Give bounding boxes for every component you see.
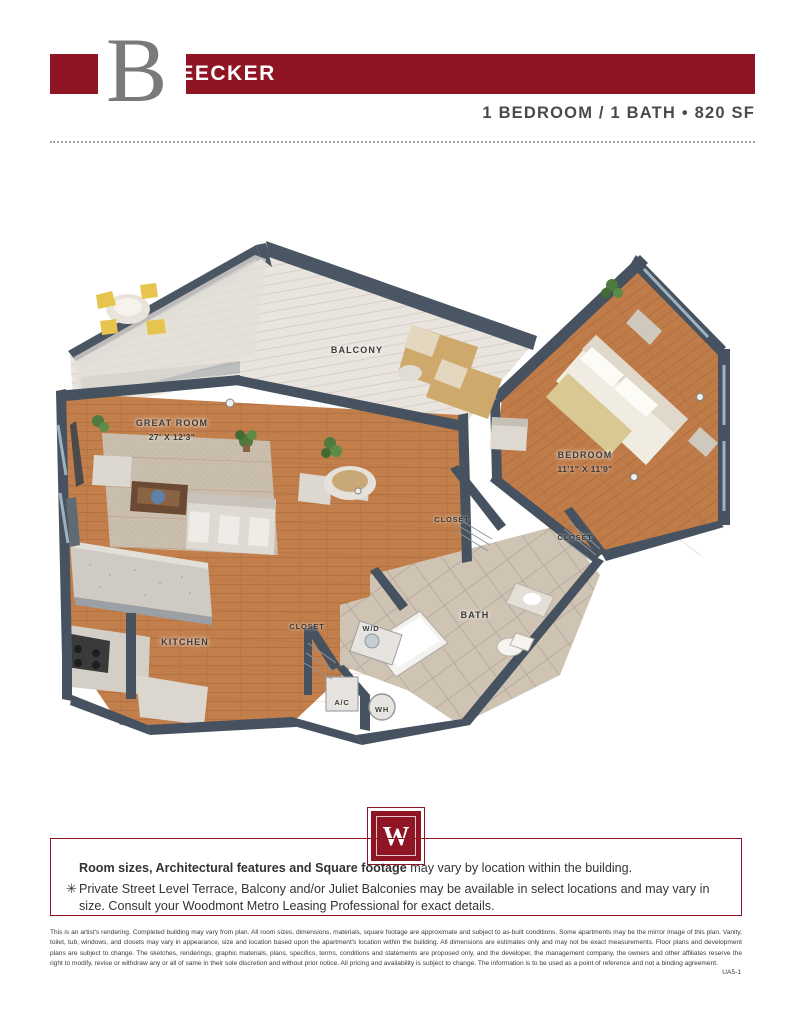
logo-letter: W: [382, 820, 410, 851]
room-label-great-room: GREAT ROOM: [135, 418, 209, 428]
room-label-kitchen: KITCHEN: [161, 637, 209, 647]
unit-name: LEECKER: [165, 62, 276, 85]
unit-letter: B: [106, 19, 167, 121]
plan-code: UA5-1: [722, 969, 741, 976]
room-dim-great-room: 27' X 12'3": [148, 432, 196, 442]
disclaimer-line-1-rest: may vary by location within the building.: [406, 861, 633, 875]
asterisk-marker: ✳: [66, 881, 77, 896]
room-label-ac: A/C: [334, 698, 350, 707]
disclaimer-line-1: [79, 861, 632, 875]
disclaimer-bold-lead: Room sizes, Architectural features and Square footage: [79, 861, 407, 875]
room-label-bath: BATH: [460, 610, 490, 620]
legal-fineprint: This is an artist's rendering. Completed building may vary from plan. All room sizes, dimensions, materials, square footage are approximate and subject to as-built conditions. Some apartments may be the mirror image of this plan. Vanity, toilet, tub, windows, and closets may vary in appearance, size and location based upon the apartment's location within the building. All dimensions are estimates only and may not be exact measurements. Floor plans and development plans are subject to change. The sketches, renderings, graphic materials, plans, specifics, terms, conditions and statements are proposed only, and the developer, the management company, the owners and other affiliates reserve the right to modify, revise or withdraw any or all of same in their sole discretion and without prior notice. All pricing and availability is subject to change. The information is to be used as a point of reference and not a binding agreement.: [50, 929, 742, 968]
room-label-closet-bedroom: CLOSET: [557, 533, 593, 542]
room-label-water-heater: WH: [374, 705, 390, 714]
header-divider: [50, 141, 755, 143]
room-label-balcony: BALCONY: [330, 345, 384, 355]
unit-specs: 1 BEDROOM / 1 BATH • 820 SF: [482, 104, 755, 122]
room-label-washer-dryer: W/D: [362, 624, 380, 633]
room-label-bedroom: BEDROOM: [557, 450, 613, 460]
room-label-closet-mid: CLOSET: [434, 515, 470, 524]
room-dim-bedroom: 11'1" X 11'9": [557, 464, 613, 474]
floorplan-image: [40, 225, 751, 770]
kitchen-area: [66, 525, 215, 725]
room-label-closet-hall: CLOSET: [289, 622, 325, 631]
disclaimer-line-2: Private Street Level Terrace, Balcony and/or Juliet Balconies may be available in select locations and may vary in size. Consult your Woodmont Metro Leasing Professional for exact details.: [79, 882, 710, 913]
disclaimer-box: [50, 838, 742, 916]
